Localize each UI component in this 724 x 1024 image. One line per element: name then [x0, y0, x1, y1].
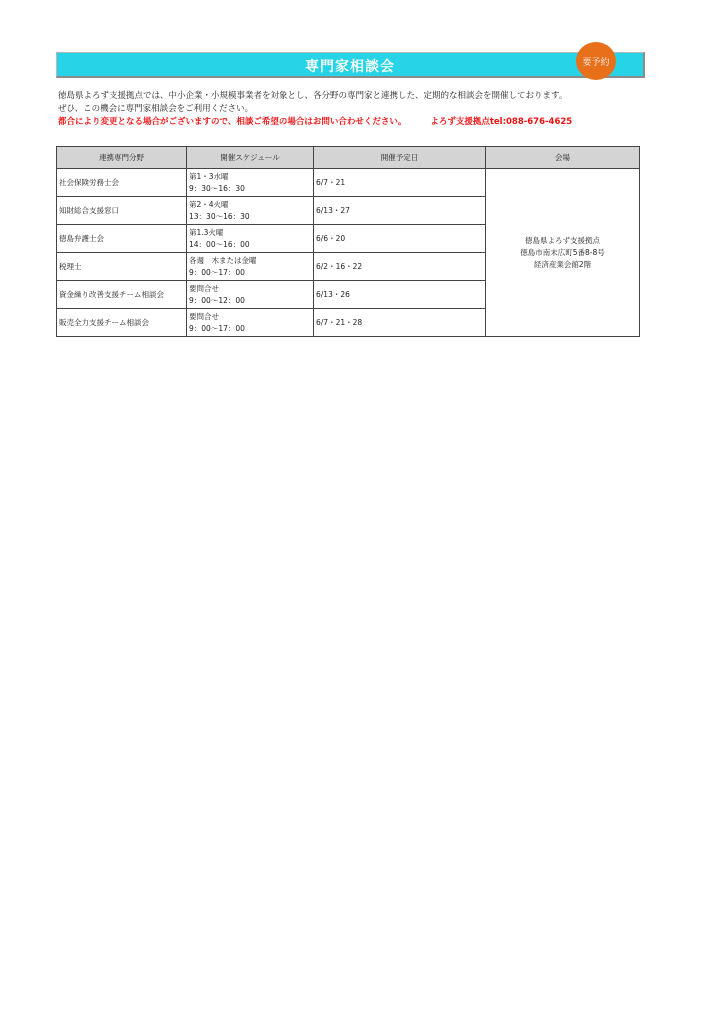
col-header-venue: 会場 — [486, 147, 640, 169]
dates-cell: 6/6・20 — [314, 225, 486, 253]
dates-cell: 6/13・27 — [314, 197, 486, 225]
field-cell: 知財総合支援窓口 — [57, 197, 187, 225]
notice-line — [58, 116, 658, 129]
schedule-hours: 9：00〜17：00 — [189, 323, 245, 333]
dates-cell: 6/7・21 — [314, 169, 486, 197]
schedule-hours: 14：00〜16：00 — [189, 239, 250, 249]
venue-name: 徳島県よろず支援拠点 — [525, 235, 600, 245]
field-cell: 資金繰り改善支援チーム相談会 — [57, 281, 187, 309]
col-header-schedule: 開催スケジュール — [187, 147, 314, 169]
schedule-cell — [187, 309, 314, 337]
table-header-row — [57, 147, 640, 169]
reservation-required-badge: 要予約 — [576, 42, 616, 80]
intro-line-2: ぜひ、この機会に専門家相談会をご利用ください。 — [58, 104, 254, 114]
notice-text: 都合により変更となる場合がございますので、相談ご希望の場合はお問い合わせください。 — [58, 117, 407, 127]
schedule-days: 第2・4火曜 — [189, 199, 229, 209]
dates-cell: 6/13・26 — [314, 281, 486, 309]
title-banner — [56, 52, 645, 78]
schedule-cell — [187, 197, 314, 225]
intro-line-1: 徳島県よろず支援拠点では、中小企業・小規模事業者を対象とし、各分野の専門家と連携した、定期的な相談会を開催しております。 — [58, 91, 568, 101]
dates-cell: 6/7・21・28 — [314, 309, 486, 337]
schedule-hours: 13：30〜16：30 — [189, 211, 250, 221]
field-cell: 販売全力支援チーム相談会 — [57, 309, 187, 337]
field-cell: 社会保険労務士会 — [57, 169, 187, 197]
venue-cell — [486, 169, 640, 337]
schedule-cell — [187, 169, 314, 197]
schedule-days: 要問合せ — [189, 283, 219, 293]
schedule-hours: 9：00〜17：00 — [189, 267, 245, 277]
schedule-hours: 9：30〜16：30 — [189, 183, 245, 193]
col-header-field: 連携専門分野 — [57, 147, 187, 169]
intro-text — [58, 90, 658, 129]
field-cell: 徳島弁護士会 — [57, 225, 187, 253]
schedule-days: 要問合せ — [189, 311, 219, 321]
venue-address: 徳島市南末広町5番8-8号 — [520, 247, 605, 257]
field-cell: 税理士 — [57, 253, 187, 281]
consultation-schedule-table — [56, 146, 640, 337]
page-title: 専門家相談会 — [305, 59, 395, 75]
dates-cell: 6/2・16・22 — [314, 253, 486, 281]
schedule-cell — [187, 225, 314, 253]
schedule-days: 各週 木または金曜 — [189, 255, 257, 265]
schedule-cell — [187, 253, 314, 281]
schedule-cell — [187, 281, 314, 309]
col-header-dates: 開催予定日 — [314, 147, 486, 169]
schedule-days: 第1・3水曜 — [189, 171, 229, 181]
venue-building: 経済産業会館2階 — [533, 259, 592, 269]
schedule-hours: 9：00〜12：00 — [189, 295, 245, 305]
contact-phone: よろず支援拠点tel:088-676-4625 — [430, 117, 573, 127]
table-row — [57, 169, 640, 197]
schedule-days: 第1.3火曜 — [189, 227, 224, 237]
